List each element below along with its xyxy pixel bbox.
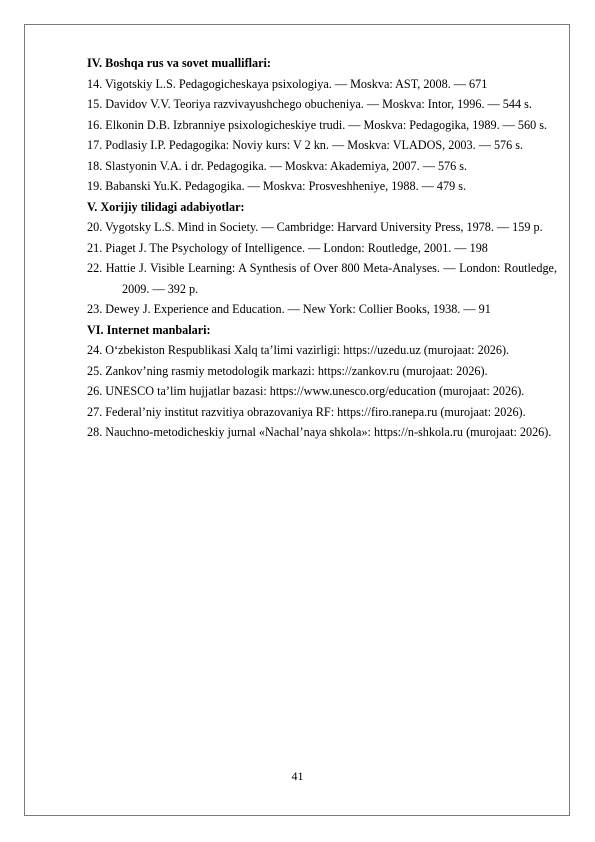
reference-item: 15. Davidov V.V. Teoriya razvivayushchego obucheniya. — Moskva: Intor, 1996. — 544 s. xyxy=(87,97,532,111)
section-heading: IV. Boshqa rus va sovet mualliflari: xyxy=(87,56,271,70)
section-heading: V. Xorijiy tilidagi adabiyotlar: xyxy=(87,199,245,214)
reference-item: 24. O‘zbekiston Respublikasi Xalq ta’limi vazirligi: https://uzedu.uz (murojaat: 2026). xyxy=(87,343,510,357)
section-heading: VI. Internet manbalari: xyxy=(87,322,211,337)
reference-item: 28. Nauchno-metodicheskiy jurnal «Nachal’naya shkola»: https://n-shkola.ru (murojaat: 2026). xyxy=(87,425,552,439)
reference-item: 20. Vygotsky L.S. Mind in Society. — Cambridge: Harvard University Press, 1978. — 159 p. xyxy=(87,220,543,234)
reference-item: 26. UNESCO ta’lim hujjatlar bazasi: https://www.unesco.org/education (murojaat: 2026). xyxy=(87,384,525,398)
reference-item: 18. Slastyonin V.A. i dr. Pedagogika. — Moskva: Akademiya, 2007. — 576 s. xyxy=(87,158,468,173)
reference-item: 16. Elkonin D.B. Izbranniye psixologicheskiye trudi. — Moskva: Pedagogika, 1989. — 560 s. xyxy=(87,117,548,132)
reference-item: 22. Hattie J. Visible Learning: A Synthesis of Over 800 Meta-Analyses. — London: Routledge, 2009. — 392 p. xyxy=(87,261,557,296)
reference-item: 27. Federal’niy institut razvitiya obrazovaniya RF: https://firo.ranepa.ru (murojaat: 2026). xyxy=(87,404,526,419)
reference-item: 25. Zankov’ning rasmiy metodologik markazi: https://zankov.ru (murojaat: 2026). xyxy=(87,363,488,378)
reference-item: 17. Podlasiy I.P. Pedagogika: Noviy kurs: V 2 kn. — Moskva: VLADOS, 2003. — 576 s. xyxy=(87,138,524,152)
bibliography xyxy=(87,53,557,443)
reference-item: 23. Dewey J. Experience and Education. — New York: Collier Books, 1938. — 91 xyxy=(87,302,491,316)
reference-item: 21. Piaget J. The Psychology of Intelligence. — London: Routledge, 2001. — 198 xyxy=(87,240,488,255)
reference-item: 14. Vigotskiy L.S. Pedagogicheskaya psixologiya. — Moskva: AST, 2008. — 671 xyxy=(87,76,488,91)
reference-item: 19. Babanski Yu.K. Pedagogika. — Moskva: Prosveshheniye, 1988. — 479 s. xyxy=(87,179,467,193)
page-number: 41 xyxy=(291,769,304,783)
